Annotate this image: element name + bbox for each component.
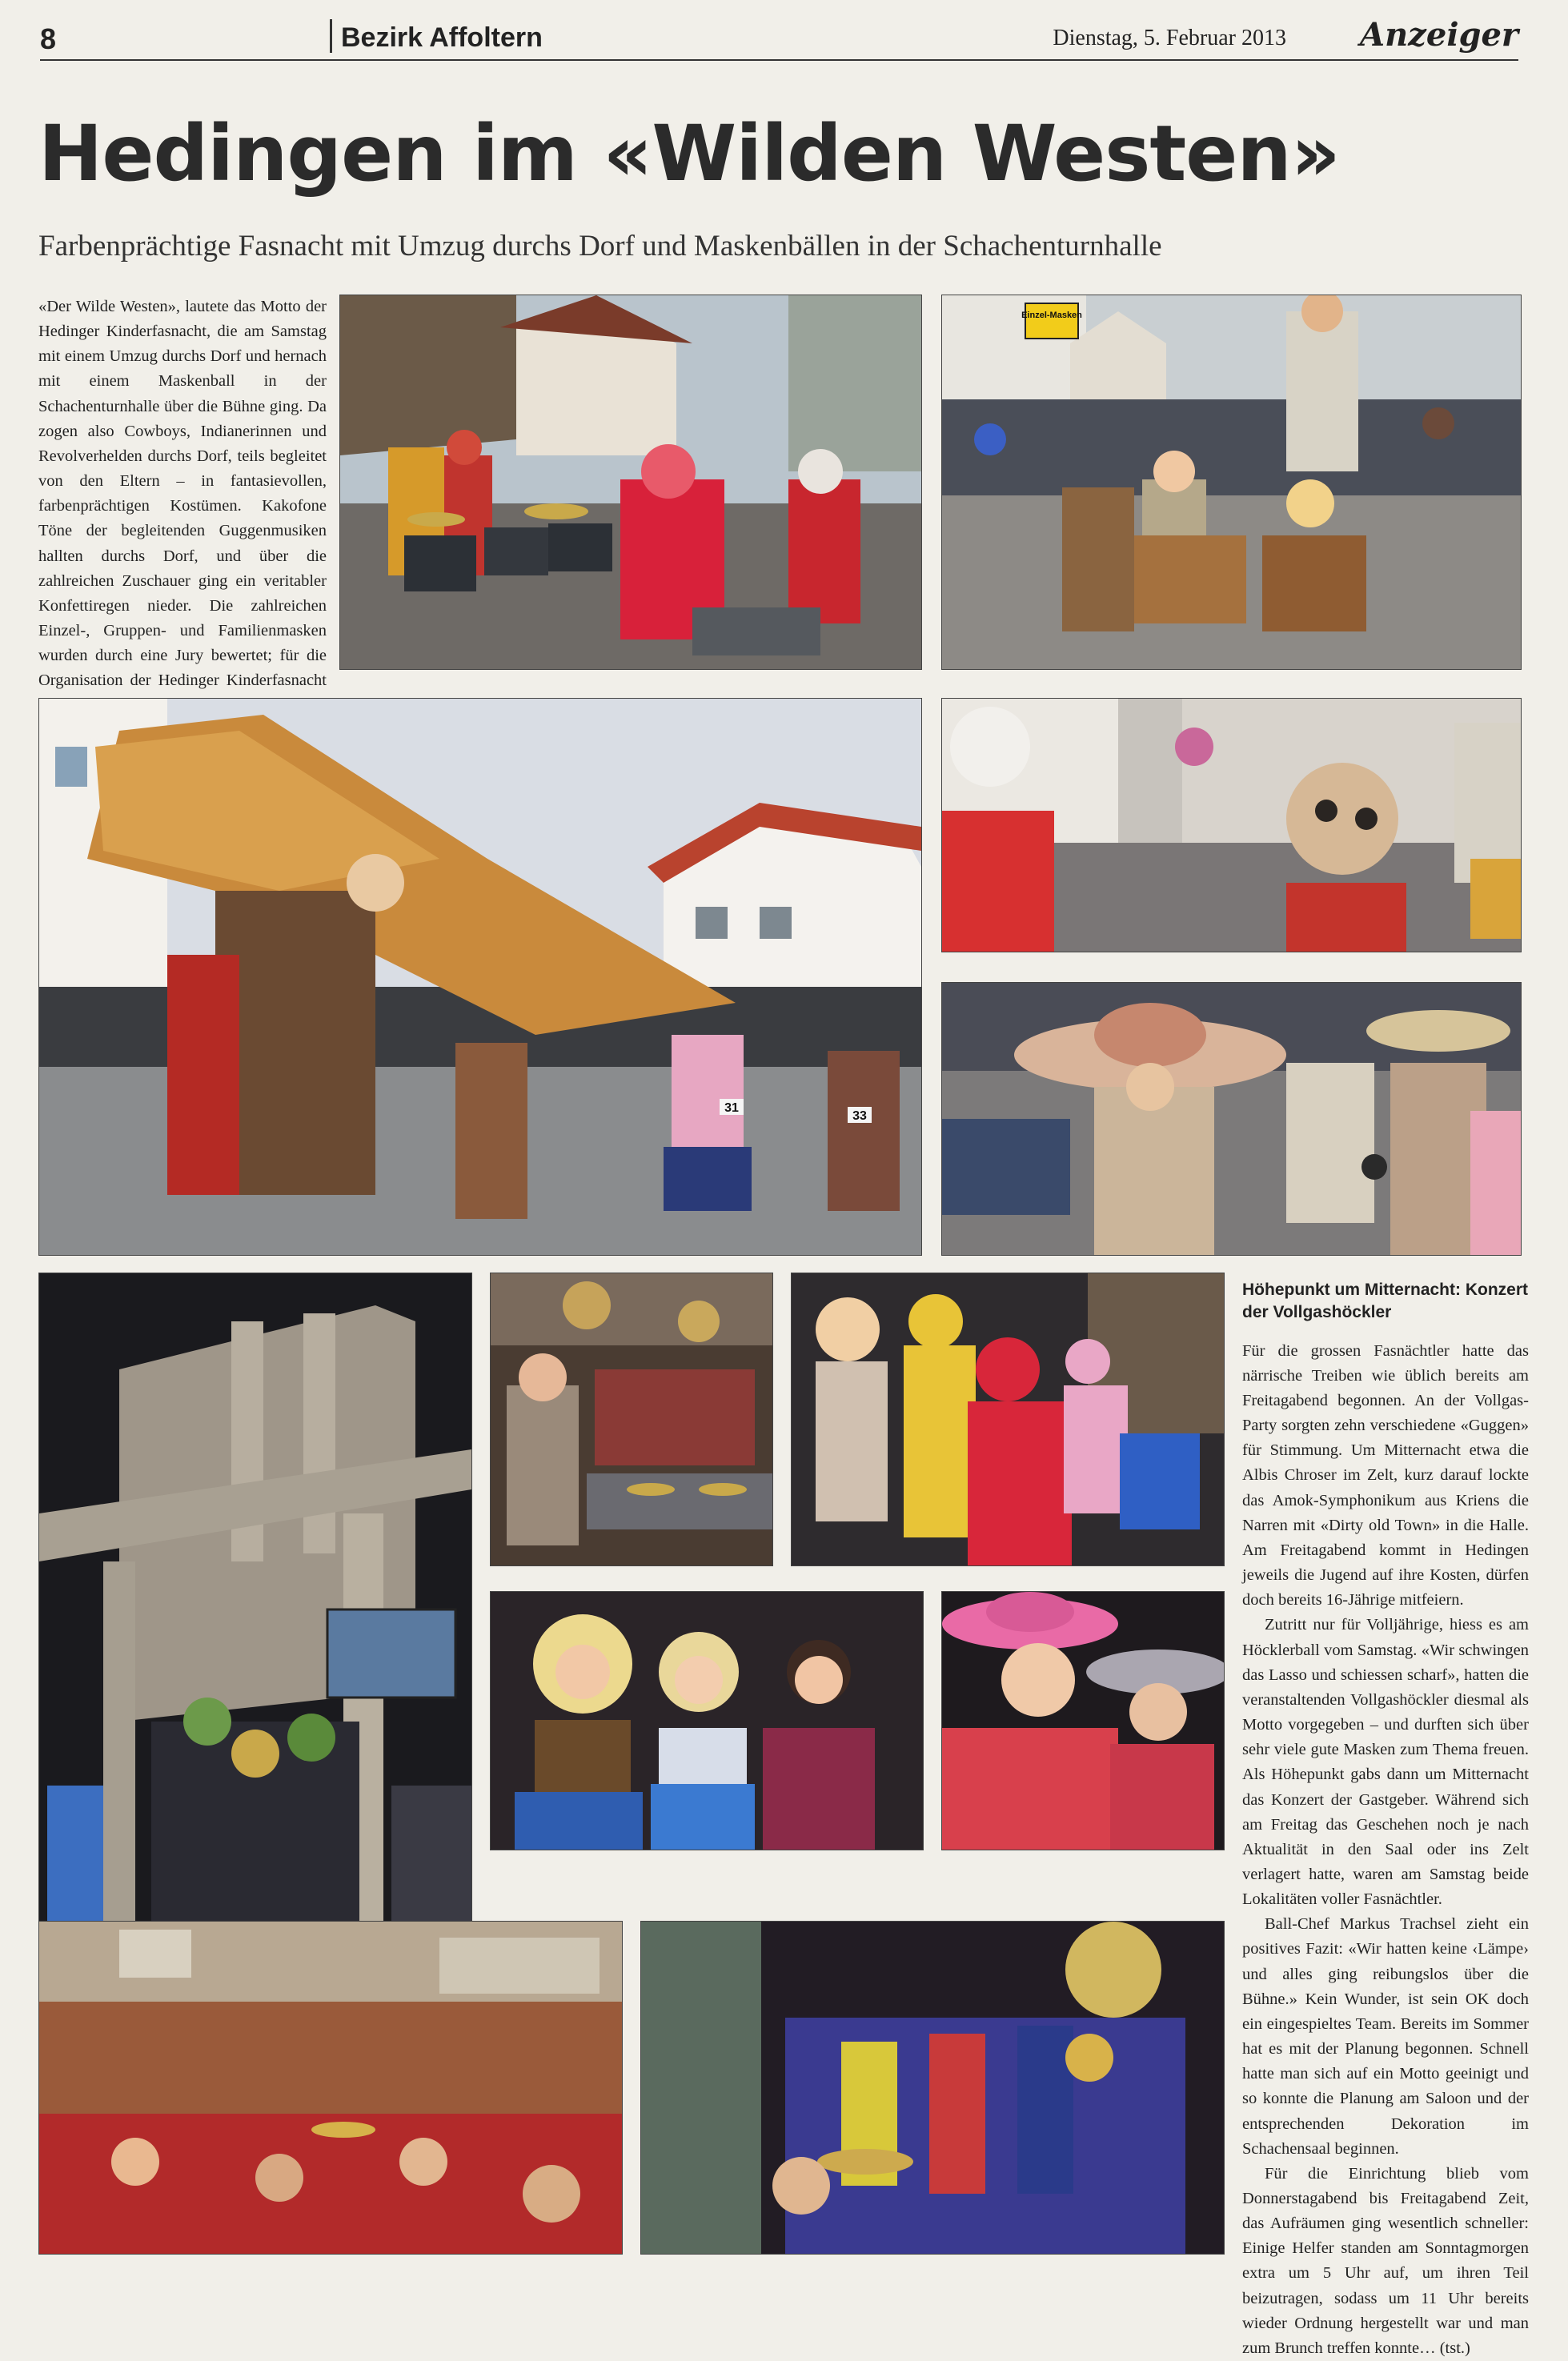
sign-masks: Einzel-Masken [1021, 311, 1082, 320]
article-intro: «Der Wilde Westen», lautete das Motto der Hedinger Kinderfasnacht, die am Samstag mit einem Umzug durchs Dorf und hernach mit einem Maskenball in der Schachenturnhalle über die Bühne ging. Da zogen also Cowboys, Indianerinnen und Revolverhelden durchs Dorf, teils begleitet von den Eltern – in fantasievollen, farbenprächtigen Kostümen. Kakofone Töne der begleitenden Guggenmusiken hallten durchs Dorf, und über die zahlreichen Zuschauer ging ein veritabler Konfettiregen nieder. Die zahlreichen Einzel-, Gruppen- und Familienmasken wurden durch eine Jury bewertet; für die Organisation der Hedinger Kinderfasnacht [38, 298, 327, 690]
article-subhead: Farbenprächtige Fasnacht mit Umzug durchs Dorf und Maskenbällen in der Schachenturnhalle [38, 230, 1162, 263]
photo-band-hall [490, 1273, 773, 1566]
page-header [40, 14, 1518, 61]
sidebar-paragraph: Für die Einrichtung blieb vom Donnerstagabend bis Freitagabend Zeit, das Aufräumen ging wesentlich schneller: Einige Helfer standen am Sonntagmorgen extra um 5 Uhr auf, um ihren Teil beizutragen, sodass um 11 Uhr bereits wieder Ordnung hergestellt war und man zum Brunch treffen konnte… (tst.) [1242, 2164, 1529, 2357]
page-number: 8 [40, 22, 57, 55]
photo-drummers-street [339, 295, 922, 670]
photo-big-hat-costume [38, 698, 922, 1256]
photo-crowd-hall [38, 1921, 623, 2255]
photo-stage-concert [640, 1921, 1225, 2255]
bib-number-b: 33 [852, 1109, 867, 1123]
article-headline: Hedingen im «Wilden Westen» [38, 109, 1340, 198]
bib-number-a: 31 [724, 1101, 739, 1115]
sidebar-heading: Höhepunkt um Mitternacht: Konzert der Vollgashöckler [1242, 1281, 1528, 1322]
issue-date: Dienstag, 5. Februar 2013 [1053, 26, 1286, 50]
photo-dirndl-women [490, 1591, 924, 1850]
photo-cowgirls [941, 1591, 1225, 1850]
sidebar-paragraph: Für die grossen Fasnächtler hatte das närrische Treiben wie üblich bereits am Freitagabend begonnen. An der Vollgas-Party sorgten zehn verschiedene «Guggen» für Stimmung. Um Mitternacht etwa die Albis Chroser im Zelt, kurz darauf lockte das Amok-Symphonikum aus Kriens die Narren mit «Dirty old Town» in die Halle. Am Freitagabend kommt in Hedingen jeweils die Jugend auf ihre Kosten, dürfen doch bereits 16-Jährige mitfeiern. [1242, 1341, 1529, 1609]
photo-superhero-costumes [791, 1273, 1225, 1566]
photo-kid-confetti [941, 698, 1522, 952]
section-name: Bezirk Affoltern [341, 22, 543, 53]
photo-kids-horse-costumes [941, 295, 1522, 670]
sidebar-article [1242, 1279, 1529, 2361]
photo-saloon-entrance [38, 1273, 472, 1930]
sidebar-paragraph: Zutritt nur für Volljährige, hiess es am Höcklerball vom Samstag. «Wir schwingen das Lasso und schiessen scharf», hatten die veranstaltenden Vollgashöckler diesmal als Motto vorgegeben – und durften sich über sehr viele gute Masken zum Thema freuen. Als Höhepunkt gabs dann um Mitternacht das Konzert der Gastgeber. Während sich am Freitag das Geschehen noch je nach Aktualität in den Saal oder ins Zelt verlagert hatte, waren am Samstag beide Lokalitäten voller Fasnächtler. [1242, 1616, 1529, 1909]
photo-sombrero-kids [941, 982, 1522, 1256]
sidebar-paragraph: Ball-Chef Markus Trachsel zieht ein positives Fazit: «Wir hatten keine ‹Lämpe› und alles ging reibungslos über die Bühne.» Kein Wunder, ist sein OK doch ein eingespieltes Team. Bereits im Sommer hat es mit der Planung begonnen. Schnell hatte man sich auf ein Motto geeinigt und so konnte die Planung am Saloon und der entsprechenden Dekoration im Schachensaal beginnen. [1242, 1915, 1529, 2158]
header-divider [330, 19, 332, 53]
publication-logo: Anzeiger [1360, 16, 1518, 54]
